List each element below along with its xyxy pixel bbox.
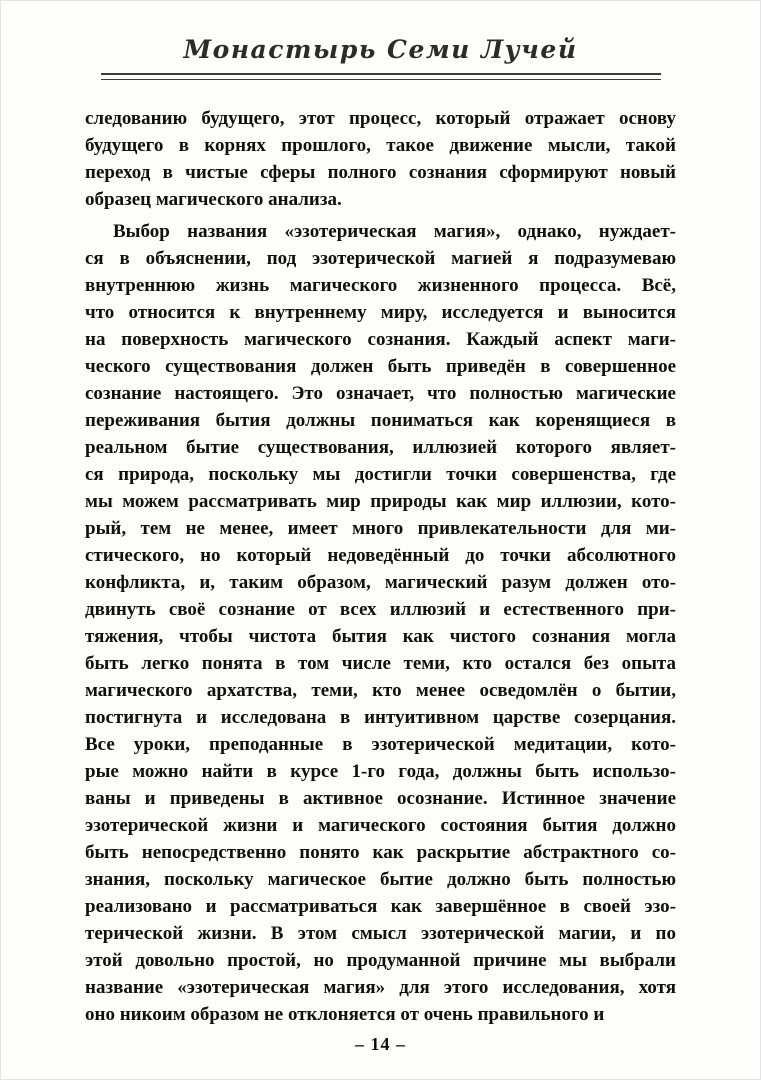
text-line: внутреннюю жизнь магического жизненного процесса. Всё, xyxy=(85,275,676,296)
header-divider xyxy=(101,73,661,80)
page-title: Монастырь Семи Лучей xyxy=(183,35,578,64)
text-line: ческого существования должен быть приведён в совершенное xyxy=(85,356,676,377)
text-line: переход в чистые сферы полного сознания сформируют новый xyxy=(85,162,676,183)
text-line: реализовано и рассматриваться как завершённое в своей эзо- xyxy=(85,896,676,917)
text-line: следованию будущего, этот процесс, который отражает основу xyxy=(85,108,676,129)
text-line: название «эзотерическая магия» для этого исследования, хотя xyxy=(85,977,676,998)
text-line: будущего в корнях прошлого, такое движение мысли, такой xyxy=(85,135,676,156)
text-line: Все уроки, преподанные в эзотерической медитации, кото- xyxy=(85,734,676,755)
text-line: этой довольно простой, но продуманной причине мы выбрали xyxy=(85,950,676,971)
text-line: тяжения, чтобы чистота бытия как чистого сознания могла xyxy=(85,626,676,647)
text-line: эзотерической жизни и магического состояния бытия должно xyxy=(85,815,676,836)
text-line: стического, но который недоведённый до точки абсолютного xyxy=(85,545,676,566)
text-line: переживания бытия должны пониматься как коренящиеся в xyxy=(85,410,676,431)
text-line: быть легко понята в том числе теми, кто остался без опыта xyxy=(85,653,676,674)
text-line: постигнута и исследована в интуитивном царстве созерцания. xyxy=(85,707,676,728)
text-line: Выбор названия «эзотерическая магия», однако, нуждает- xyxy=(113,221,676,242)
paragraph xyxy=(85,105,676,213)
text-line: что относится к внутреннему миру, исследуется и выносится xyxy=(85,302,676,323)
text-line: магического архатства, теми, кто менее осведомлён о бытии, xyxy=(85,680,676,701)
text-line: рые можно найти в курсе 1-го года, должны быть использо- xyxy=(85,761,676,782)
text-line: рый, тем не менее, имеет много привлекательности для ми- xyxy=(85,518,676,539)
text-line: на поверхность магического сознания. Каждый аспект маги- xyxy=(85,329,676,350)
text-line: знания, поскольку магическое бытие должно быть полностью xyxy=(85,869,676,890)
text-line: терической жизни. В этом смысл эзотерической магии, и по xyxy=(85,923,676,944)
text-line: двинуть своё сознание от всех иллюзий и естественного при- xyxy=(85,599,676,620)
text-line: сознание настоящего. Это означает, что полностью магические xyxy=(85,383,676,404)
body-text xyxy=(85,105,676,1028)
text-line: образец магического анализа. xyxy=(85,189,342,210)
text-line: ся в объяснении, под эзотерической магией я подразумеваю xyxy=(85,248,676,269)
text-line: реальном бытие существования, иллюзией которого являет- xyxy=(85,437,676,458)
paragraph xyxy=(85,218,676,1028)
text-line: оно никоим образом не отклоняется от очень правильного и xyxy=(85,1004,605,1025)
text-line: ся природа, поскольку мы достигли точки совершенства, где xyxy=(85,464,676,485)
page-number: – 14 – xyxy=(355,1034,406,1054)
text-line: мы можем рассматривать мир природы как мир иллюзии, кото- xyxy=(85,491,676,512)
text-line: ваны и приведены в активное осознание. Истинное значение xyxy=(85,788,676,809)
text-line: быть непосредственно понято как раскрытие абстрактного со- xyxy=(85,842,676,863)
text-line: конфликта, и, таким образом, магический разум должен ото- xyxy=(85,572,676,593)
